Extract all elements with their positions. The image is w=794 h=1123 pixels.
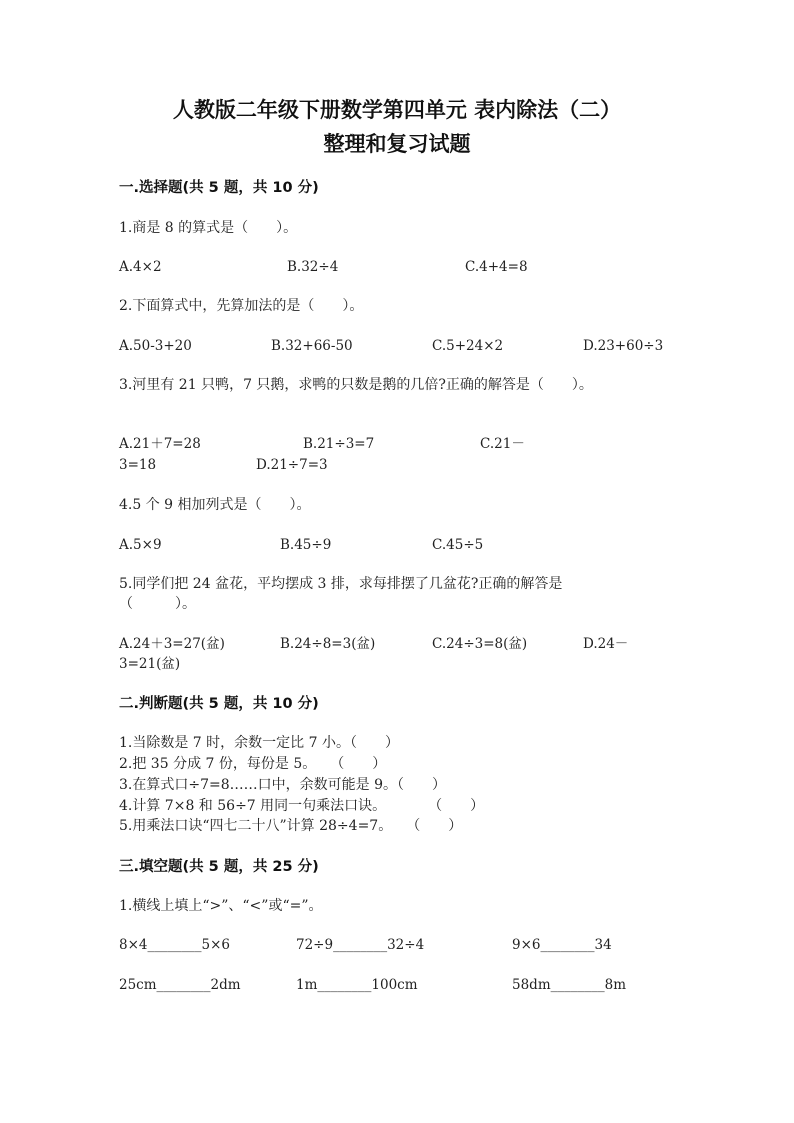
q3-option-d: D.21÷7=3 (256, 457, 328, 473)
judgment-item-2: 2.把 35 分成 7 份，每份是 5。 （ ） (119, 756, 387, 772)
question-3: 3.河里有 21 只鸭，7 只鹅，求鸭的只数是鹅的几倍?正确的解答是（ ）。 (119, 377, 593, 393)
question-1: 1.商是 8 的算式是（ ）。 (119, 220, 298, 236)
q2-option-b: B.32+66-50 (271, 338, 353, 354)
comparison-2: 72÷9________32÷4 (296, 937, 425, 953)
comparison-6: 58dm________8m (512, 977, 627, 993)
question-4: 4.5 个 9 相加列式是（ ）。 (119, 497, 311, 513)
page-subtitle: 整理和复习试题 (323, 132, 471, 156)
q1-option-b: B.32÷4 (287, 259, 339, 275)
section-heading-fill: 三.填空题(共 5 题，共 25 分) (119, 859, 319, 875)
comparison-3: 9×6________34 (512, 937, 612, 953)
q5-option-a: A.24＋3=27(盆) (119, 636, 225, 652)
q3-option-b: B.21÷3=7 (303, 436, 375, 452)
q1-option-c: C.4+4=8 (465, 259, 528, 275)
comparison-4: 25cm________2dm (119, 977, 241, 993)
q4-option-b: B.45÷9 (280, 537, 332, 553)
judgment-item-3: 3.在算式口÷7=8……口中，余数可能是 9。（ ） (119, 777, 446, 793)
q3-option-c: C.21－ (480, 436, 525, 452)
judgment-item-4: 4.计算 7×8 和 56÷7 用同一句乘法口诀。 （ ） (119, 798, 485, 814)
q2-option-c: C.5+24×2 (432, 338, 504, 354)
q5-option-d-cont: 3=21(盆) (119, 656, 181, 672)
judgment-item-1: 1.当除数是 7 时，余数一定比 7 小。（ ） (119, 735, 399, 751)
question-5-cont: （ ）。 (119, 596, 196, 612)
q3-option-c-cont: 3=18 (119, 457, 157, 473)
q3-option-a: A.21＋7=28 (119, 436, 201, 452)
section-heading-choice: 一.选择题(共 5 题，共 10 分) (119, 180, 319, 196)
question-2: 2.下面算式中，先算加法的是（ ）。 (119, 298, 364, 314)
q5-option-c: C.24÷3=8(盆) (432, 636, 528, 652)
q5-option-b: B.24÷8=3(盆) (280, 636, 376, 652)
comparison-5: 1m________100cm (296, 977, 418, 993)
q2-option-a: A.50-3+20 (119, 338, 192, 354)
comparison-1: 8×4________5×6 (119, 937, 230, 953)
q2-option-d: D.23+60÷3 (583, 338, 664, 354)
fill-question-1: 1.横线上填上“>”、“<”或“=”。 (119, 898, 323, 914)
q4-option-c: C.45÷5 (432, 537, 484, 553)
q5-option-d: D.24－ (583, 636, 629, 652)
section-heading-judgment: 二.判断题(共 5 题，共 10 分) (119, 696, 319, 712)
q4-option-a: A.5×9 (119, 537, 162, 553)
question-5: 5.同学们把 24 盆花，平均摆成 3 排，求每排摆了几盆花?正确的解答是 (119, 576, 563, 592)
judgment-item-5: 5.用乘法口诀“四七二十八”计算 28÷4=7。 （ ） (119, 818, 463, 834)
page-title: 人教版二年级下册数学第四单元 表内除法（二） (172, 98, 622, 122)
q1-option-a: A.4×2 (119, 259, 162, 275)
